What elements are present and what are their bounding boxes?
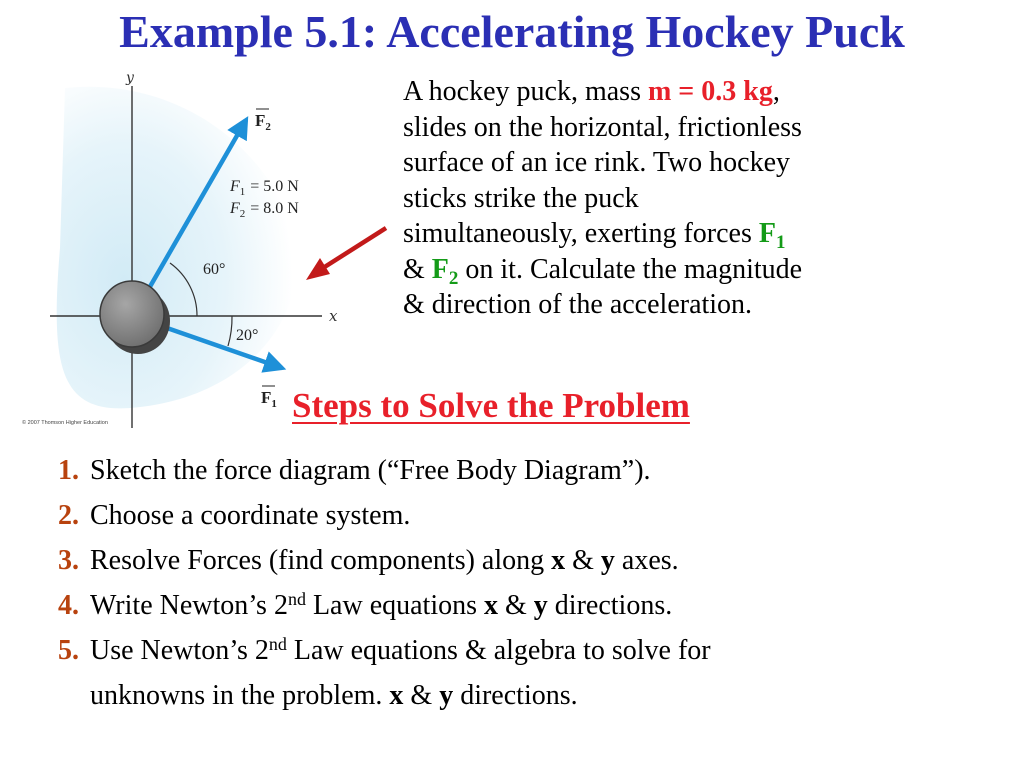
- f2-magnitude: $F_2 = 8.0$ N: [230, 200, 299, 220]
- problem-description: A hockey puck, mass m = 0.3 kg, slides on the horizontal, frictionless surface of an ice rink. Two hockey sticks strike the puck simultaneously, exerting forces $F_1$ & $F_2$ on it. Calculate the magnitude & direction of the acceleration.: [403, 76, 803, 320]
- angle-label-f2: 60°: [203, 261, 226, 278]
- pointer-arrow-shaft: [323, 228, 386, 268]
- f2-vector-label: $F_2$: [255, 111, 271, 133]
- steps-heading: Steps to Solve the Problem: [292, 386, 690, 425]
- step-item: 3. Resolve Forces (find components) along x & y axes.: [58, 545, 679, 576]
- f1-vector-label: $F_1$: [261, 388, 277, 410]
- step-item: 1. Sketch the force diagram (“Free Body Diagram”).: [58, 455, 651, 486]
- slide-title: Example 5.1: Accelerating Hockey Puck: [119, 6, 905, 57]
- step-item-continuation: unknowns in the problem. x & y directions.: [90, 680, 578, 711]
- steps-list: [58, 448, 978, 718]
- step-item: 4. Write Newton’s 2nd Law equations x & y directions.: [58, 589, 673, 621]
- force-f2-symbol: $F_2$: [431, 253, 459, 289]
- force-diagram: [20, 68, 390, 430]
- angle-label-f1: 20°: [236, 327, 259, 344]
- puck: [100, 281, 164, 347]
- pointer-arrow-head: [306, 258, 330, 280]
- step-item: 2. Choose a coordinate system.: [58, 500, 411, 531]
- force-f1-symbol: $F_1$: [758, 218, 786, 253]
- mass-value: m = 0.3 kg: [647, 76, 773, 107]
- axis-label-x: x: [329, 307, 338, 325]
- axis-label-y: y: [126, 70, 134, 86]
- step-item: 5. Use Newton’s 2nd Law equations & algebra to solve for: [58, 634, 711, 666]
- copyright-note: © 2007 Thomson Higher Education: [22, 420, 108, 426]
- f1-magnitude: $F_1 = 5.0$ N: [230, 178, 299, 198]
